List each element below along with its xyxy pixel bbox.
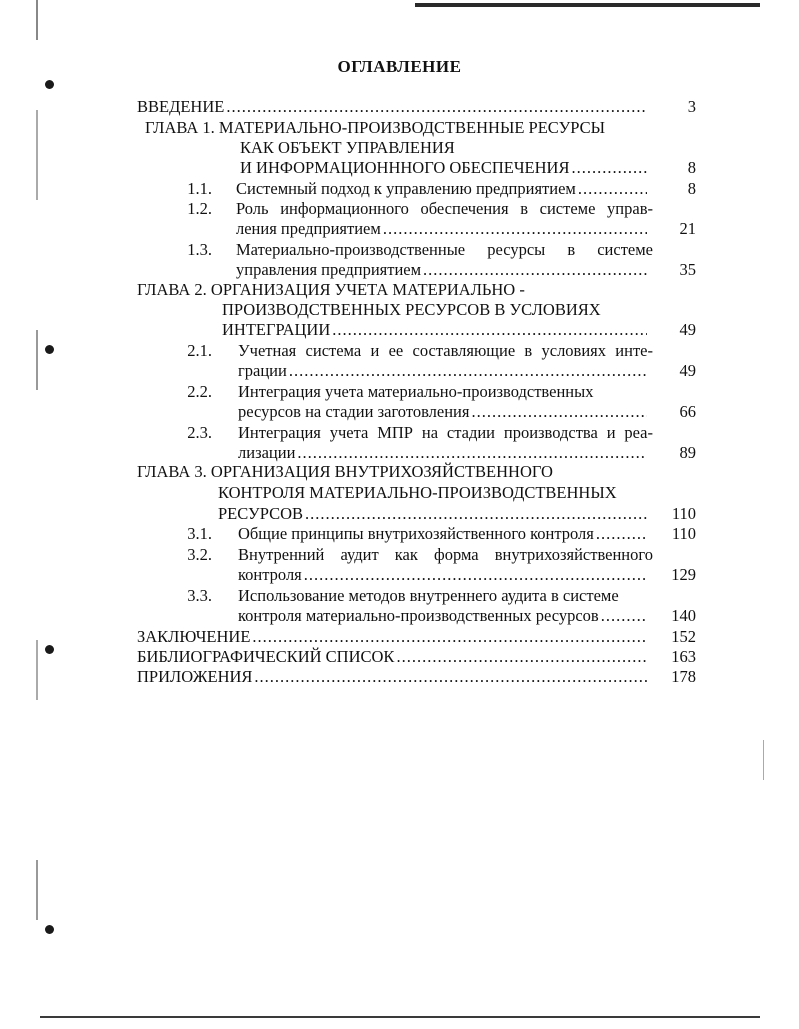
page-number: 49 bbox=[679, 320, 696, 339]
toc-entry-section-3-2-cont[interactable] bbox=[238, 564, 649, 585]
page-number: 140 bbox=[671, 606, 696, 625]
section-number: 2.2. bbox=[187, 382, 212, 401]
entry-label: лизации bbox=[238, 443, 296, 462]
toc-entry-section-2-3-cont[interactable] bbox=[238, 442, 649, 463]
toc-entry-section-1-2[interactable]: Роль информационного обеспечения в системе управ- bbox=[236, 199, 653, 218]
leader-dots bbox=[332, 319, 647, 340]
leader-dots bbox=[396, 646, 647, 667]
toc-entry-section-3-1[interactable] bbox=[238, 523, 649, 544]
scan-edge-bottom bbox=[40, 1016, 760, 1018]
chapter-3-title-line[interactable]: ГЛАВА 3. ОРГАНИЗАЦИЯ ВНУТРИХОЗЯЙСТВЕННОГО bbox=[137, 462, 553, 481]
entry-label: ПРИЛОЖЕНИЯ bbox=[137, 667, 253, 686]
binder-hole-mark bbox=[45, 645, 54, 654]
chapter-3-title-line[interactable]: КОНТРОЛЯ МАТЕРИАЛЬНО-ПРОИЗВОДСТВЕННЫХ bbox=[218, 483, 617, 502]
entry-label: И ИНФОРМАЦИОНННОГО ОБЕСПЕЧЕНИЯ bbox=[240, 158, 570, 177]
chapter-1-title-line[interactable]: КАК ОБЪЕКТ УПРАВЛЕНИЯ bbox=[240, 138, 455, 157]
leader-dots bbox=[471, 401, 647, 422]
section-number: 1.1. bbox=[187, 179, 212, 198]
chapter-2-title-line[interactable]: ПРОИЗВОДСТВЕННЫХ РЕСУРСОВ В УСЛОВИЯХ bbox=[222, 300, 601, 319]
leader-dots bbox=[252, 626, 647, 647]
entry-label: Общие принципы внутрихозяйственного контроля bbox=[238, 524, 594, 543]
toc-entry-section-3-3-cont[interactable] bbox=[238, 605, 649, 626]
toc-entry-section-1-2-cont[interactable] bbox=[236, 218, 649, 239]
section-number: 3.2. bbox=[187, 545, 212, 564]
page-number: 21 bbox=[679, 219, 696, 238]
chapter-2-title-line[interactable] bbox=[222, 319, 649, 340]
section-number: 2.3. bbox=[187, 423, 212, 442]
chapter-1-title-line[interactable]: ГЛАВА 1. МАТЕРИАЛЬНО-ПРОИЗВОДСТВЕННЫЕ РЕСУРСЫ bbox=[145, 118, 606, 137]
leader-dots bbox=[305, 503, 647, 524]
page-number: 49 bbox=[679, 361, 696, 380]
toc-entry-appendices[interactable] bbox=[137, 666, 649, 687]
chapter-3-title-line[interactable] bbox=[218, 503, 649, 524]
section-number: 3.1. bbox=[187, 524, 212, 543]
leader-dots bbox=[254, 666, 647, 687]
binder-hole-mark bbox=[45, 925, 54, 934]
section-number: 1.3. bbox=[187, 240, 212, 259]
entry-label: РЕСУРСОВ bbox=[218, 504, 304, 523]
page-number: 35 bbox=[679, 260, 696, 279]
leader-dots bbox=[383, 218, 647, 239]
page-number: 3 bbox=[687, 97, 696, 116]
binder-hole-mark bbox=[45, 80, 54, 89]
scan-edge-top bbox=[415, 3, 760, 7]
leader-dots bbox=[423, 259, 647, 280]
leader-dots bbox=[289, 360, 647, 381]
page-number: 66 bbox=[679, 402, 696, 421]
section-number: 1.2. bbox=[187, 199, 212, 218]
leader-dots bbox=[601, 605, 647, 626]
leader-dots bbox=[578, 178, 647, 199]
leader-dots bbox=[226, 96, 647, 117]
entry-label: ВВЕДЕНИЕ bbox=[137, 97, 225, 116]
section-number: 2.1. bbox=[187, 341, 212, 360]
page-number: 8 bbox=[687, 158, 696, 177]
page-number: 129 bbox=[671, 565, 696, 584]
leader-dots bbox=[297, 442, 647, 463]
leader-dots bbox=[596, 523, 647, 544]
toc-entry-section-1-3[interactable]: Материально-производственные ресурсы в системе bbox=[236, 240, 653, 259]
toc-entry-section-2-3[interactable]: Интеграция учета МПР на стадии производства и реа- bbox=[238, 423, 653, 442]
entry-label: ресурсов на стадии заготовления bbox=[238, 402, 470, 421]
page-number: 110 bbox=[671, 524, 696, 543]
section-number: 3.3. bbox=[187, 586, 212, 605]
entry-label: ления предприятием bbox=[236, 219, 381, 238]
leader-dots bbox=[571, 157, 647, 178]
entry-label: БИБЛИОГРАФИЧЕСКИЙ СПИСОК bbox=[137, 647, 395, 666]
page-number: 89 bbox=[679, 443, 696, 462]
toc-entry-section-2-1[interactable]: Учетная система и ее составляющие в условиях инте- bbox=[238, 341, 653, 360]
chapter-2-title-line[interactable]: ГЛАВА 2. ОРГАНИЗАЦИЯ УЧЕТА МАТЕРИАЛЬНО - bbox=[137, 280, 525, 299]
entry-label: контроля материально-производственных ресурсов bbox=[238, 606, 599, 625]
entry-label: управления предприятием bbox=[236, 260, 422, 279]
toc-entry-conclusion[interactable] bbox=[137, 626, 649, 647]
page-title: ОГЛАВЛЕНИЕ bbox=[337, 57, 462, 76]
entry-label: ЗАКЛЮЧЕНИЕ bbox=[137, 627, 251, 646]
scan-mark-right bbox=[763, 740, 764, 780]
toc-entry-section-2-2[interactable]: Интеграция учета материально-производственных bbox=[238, 382, 594, 401]
chapter-1-title-line[interactable] bbox=[240, 157, 649, 178]
page-number: 178 bbox=[671, 667, 696, 686]
toc-entry-section-1-3-cont[interactable] bbox=[236, 259, 649, 280]
toc-entry-section-3-2[interactable]: Внутренний аудит как форма внутрихозяйственного bbox=[238, 545, 653, 564]
page-number: 8 bbox=[687, 179, 696, 198]
toc-entry-section-3-3[interactable]: Использование методов внутреннего аудита в системе bbox=[238, 586, 619, 605]
page-number: 163 bbox=[671, 647, 696, 666]
page-number: 152 bbox=[671, 627, 696, 646]
entry-label: грации bbox=[238, 361, 287, 380]
toc-entry-introduction[interactable] bbox=[137, 96, 649, 117]
toc-entry-bibliography[interactable] bbox=[137, 646, 649, 667]
scan-edge-left bbox=[36, 0, 38, 1029]
toc-entry-section-2-2-cont[interactable] bbox=[238, 401, 649, 422]
entry-label: Системный подход к управлению предприятием bbox=[236, 179, 576, 198]
binder-hole-mark bbox=[45, 345, 54, 354]
page-number: 110 bbox=[671, 504, 696, 523]
toc-entry-section-1-1[interactable] bbox=[236, 178, 649, 199]
toc-entry-section-2-1-cont[interactable] bbox=[238, 360, 649, 381]
entry-label: ИНТЕГРАЦИИ bbox=[222, 320, 331, 339]
leader-dots bbox=[304, 564, 647, 585]
entry-label: контроля bbox=[238, 565, 302, 584]
